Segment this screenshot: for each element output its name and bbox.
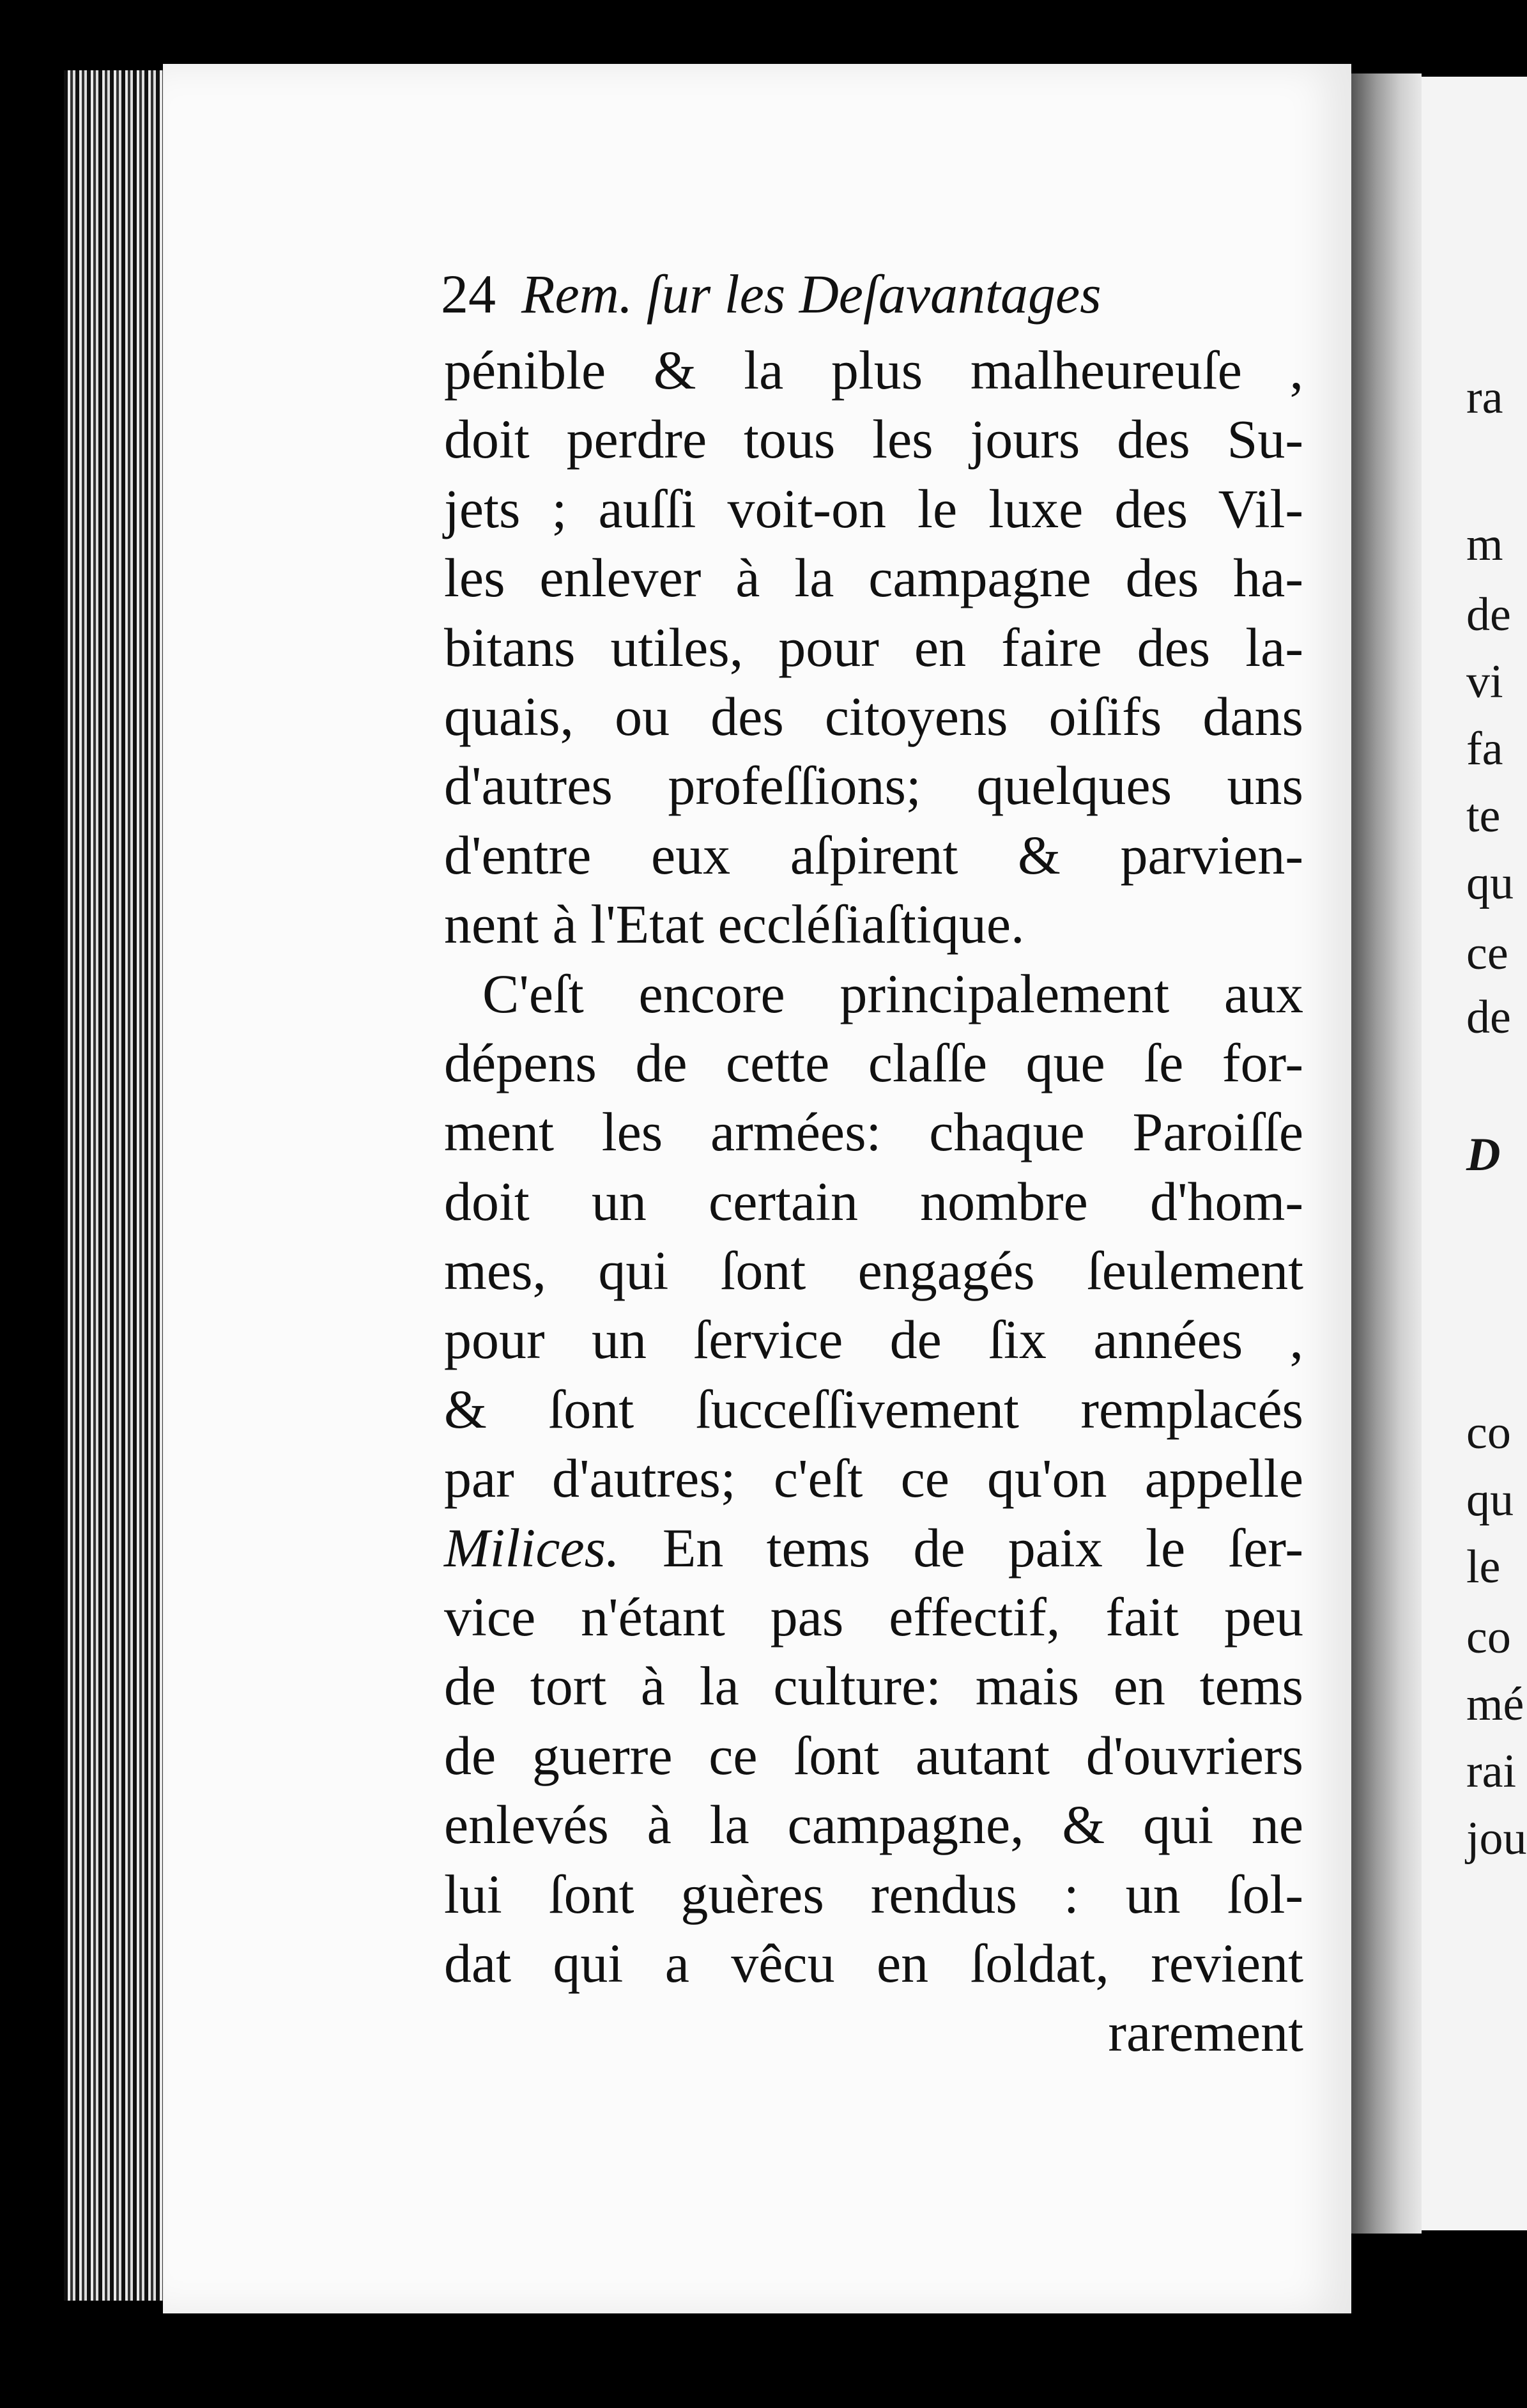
text-line: quais, ou des citoyens oiſifs dans bbox=[444, 685, 1303, 747]
running-title: Rem. ſur les Deſavantages bbox=[521, 263, 1101, 325]
facing-fragment: de bbox=[1466, 991, 1511, 1044]
text-line: enlevés à la campagne, & qui ne bbox=[444, 1794, 1303, 1856]
body-text bbox=[444, 336, 1303, 2067]
text-line: C'eſt encore principalement aux bbox=[482, 962, 1303, 1024]
page-number: 24 bbox=[441, 263, 496, 325]
facing-fragment: mé bbox=[1466, 1678, 1524, 1731]
milices-word: Milices. bbox=[444, 1517, 620, 1578]
text-line: lui ſont guères rendus : un ſol- bbox=[444, 1863, 1303, 1925]
facing-fragment: fa bbox=[1466, 723, 1503, 775]
facing-fragment: le bbox=[1466, 1541, 1501, 1593]
text-line-milices bbox=[444, 1513, 1303, 1582]
facing-fragment: m bbox=[1466, 518, 1503, 571]
text-line: les enlever à la campagne des ha- bbox=[444, 547, 1303, 609]
facing-fragment: D bbox=[1466, 1129, 1501, 1181]
facing-fragment: de bbox=[1466, 589, 1511, 641]
facing-fragment: ra bbox=[1466, 371, 1503, 424]
text-line: dépens de cette claſſe que ſe for- bbox=[444, 1031, 1303, 1093]
book-gutter bbox=[1351, 73, 1422, 2234]
text-line: jets ; auſſi voit-on le luxe des Vil- bbox=[444, 477, 1303, 539]
text-line: par d'autres; c'eſt ce qu'on appelle bbox=[444, 1447, 1303, 1509]
text-line: de tort à la culture: mais en tems bbox=[444, 1655, 1303, 1717]
book-fore-edge bbox=[64, 70, 166, 2301]
text-line-remainder: En tems de paix le ſer- bbox=[619, 1517, 1303, 1578]
facing-page bbox=[1422, 77, 1527, 2230]
text-line: nent à l'Etat eccléſiaſtique. bbox=[444, 893, 1025, 955]
facing-fragment: rai bbox=[1466, 1745, 1517, 1798]
text-line: ment les armées: chaque Paroiſſe bbox=[444, 1101, 1303, 1163]
text-line: bitans utiles, pour en faire des la- bbox=[444, 616, 1303, 678]
facing-fragment: qu bbox=[1466, 1474, 1514, 1526]
text-line: vice n'étant pas effectif, fait peu bbox=[444, 1586, 1303, 1648]
text-line: d'entre eux aſpirent & parvien- bbox=[444, 824, 1303, 886]
facing-fragment: ce bbox=[1466, 927, 1508, 980]
text-line: dat qui a vêcu en ſoldat, revient bbox=[444, 1932, 1303, 1994]
text-line: d'autres profeſſions; quelques uns bbox=[444, 755, 1303, 817]
text-line: mes, qui ſont engagés ſeulement bbox=[444, 1240, 1303, 1302]
facing-fragment: co bbox=[1466, 1407, 1511, 1459]
facing-fragment: co bbox=[1466, 1611, 1511, 1663]
text-line: & ſont ſucceſſivement remplacés bbox=[444, 1378, 1303, 1440]
text-line: doit perdre tous les jours des Su- bbox=[444, 408, 1303, 470]
running-head bbox=[441, 262, 1297, 332]
facing-fragment: qu bbox=[1466, 857, 1514, 909]
text-line: pour un ſervice de ſix années , bbox=[444, 1309, 1303, 1371]
facing-fragment: te bbox=[1466, 790, 1501, 842]
facing-fragment: jou bbox=[1466, 1812, 1527, 1865]
text-line: de guerre ce ſont autant d'ouvriers bbox=[444, 1724, 1303, 1786]
text-line: pénible & la plus malheureuſe , bbox=[444, 339, 1303, 401]
facing-fragment: vi bbox=[1466, 656, 1503, 708]
text-line: doit un certain nombre d'hom- bbox=[444, 1170, 1303, 1232]
catchword: rarement bbox=[1108, 2002, 1303, 2064]
